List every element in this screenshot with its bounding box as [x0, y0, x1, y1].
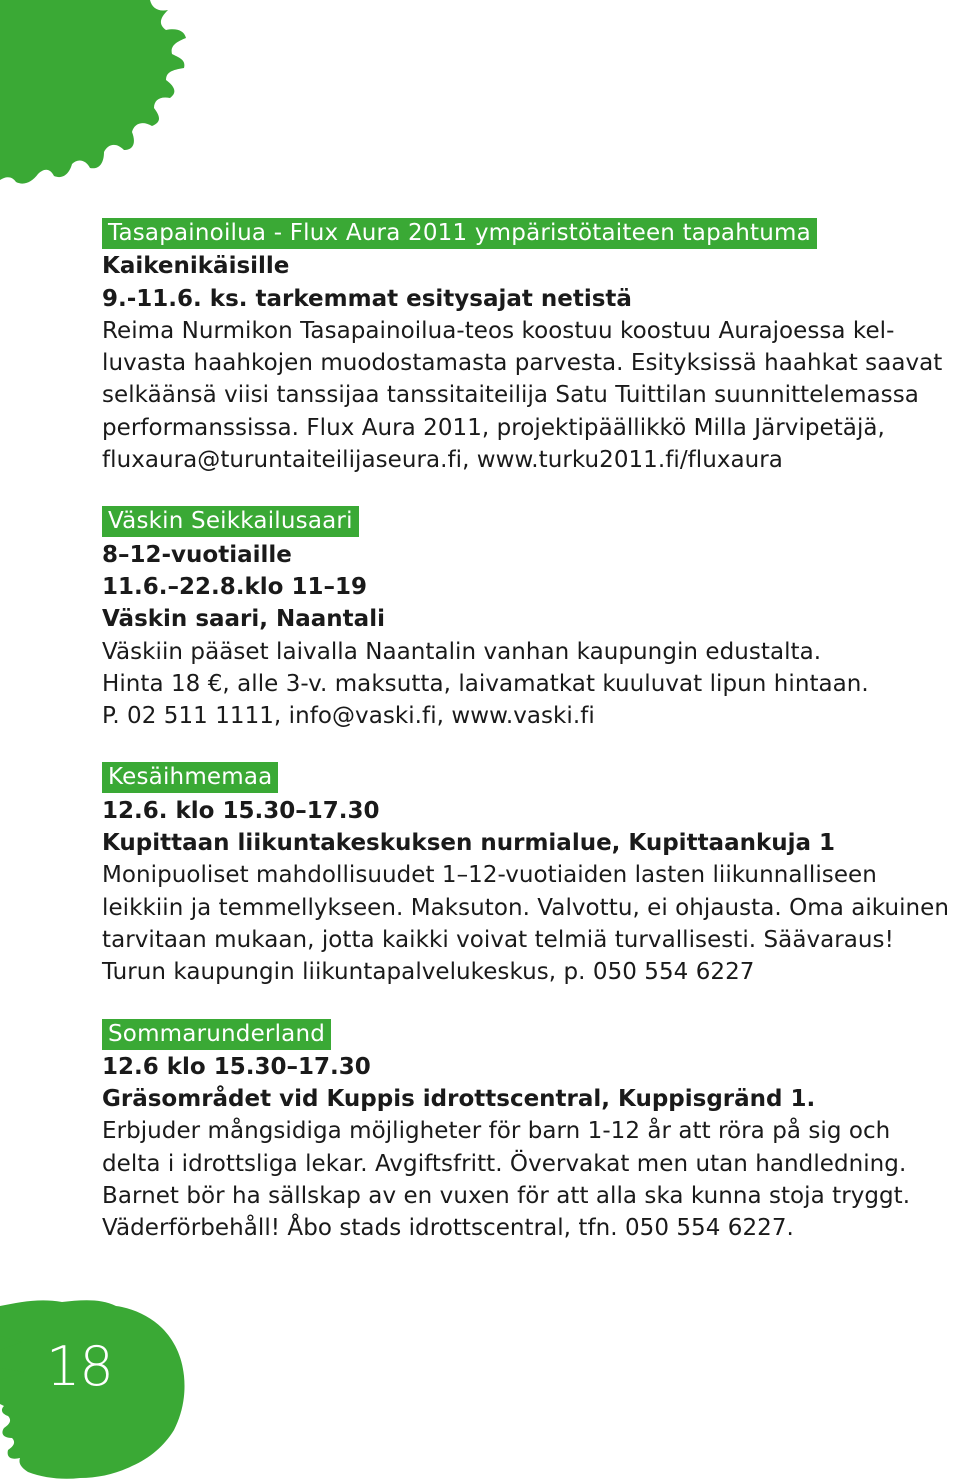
event-title: Sommarunderland: [102, 1019, 331, 1050]
description-line: luvasta haahkojen muodostamasta parvesta. Esityksissä haahkat saavat: [102, 350, 943, 377]
event-description: [102, 636, 952, 733]
event-location: Kupittaan liikuntakeskuksen nurmialue, Kupittaankuja 1: [102, 830, 836, 857]
event-location: Väskin saari, Naantali: [102, 606, 385, 633]
event-flux-aura: [102, 218, 952, 476]
page-number: 18: [46, 1335, 113, 1398]
event-location: Gräsområdet vid Kuppis idrottscentral, Kuppisgränd 1.: [102, 1086, 816, 1113]
event-description: [102, 315, 952, 476]
description-line: tarvitaan mukaan, jotta kaikki voivat telmiä turvallisesti. Säävaraus!: [102, 926, 894, 953]
event-date: 11.6.–22.8.klo 11–19: [102, 573, 367, 600]
description-line: performanssissa. Flux Aura 2011, projektipäällikkö Milla Järvipetäjä,: [102, 414, 885, 441]
event-date: 9.-11.6. ks. tarkemmat esitysajat netistä: [102, 285, 632, 312]
event-title: Väskin Seikkailusaari: [102, 506, 359, 537]
description-line: Erbjuder mångsidiga möjligheter för barn 1-12 år att röra på sig och: [102, 1118, 891, 1145]
event-title-row: [102, 1019, 952, 1051]
event-sommarunderland: [102, 1019, 952, 1245]
description-line: Hinta 18 €, alle 3-v. maksutta, laivamatkat kuuluvat lipun hintaan.: [102, 670, 869, 697]
description-line: P. 02 511 1111, info@vaski.fi, www.vaski.fi: [102, 703, 595, 730]
green-splash-top-decoration: [0, 0, 200, 200]
description-line: Monipuoliset mahdollisuudet 1–12-vuotiaiden lasten liikunnalliseen: [102, 862, 877, 889]
description-line: Barnet bör ha sällskap av en vuxen för att alla ska kunna stoja tryggt.: [102, 1183, 911, 1210]
event-title-row: [102, 762, 952, 794]
event-date: 12.6. klo 15.30–17.30: [102, 797, 380, 824]
event-audience: Kaikenikäisille: [102, 253, 290, 280]
description-line: fluxaura@turuntaiteilijaseura.fi, www.turku2011.fi/fluxaura: [102, 447, 783, 474]
description-line: Reima Nurmikon Tasapainoilua-teos koostuu koostuu Aurajoessa kel-: [102, 317, 895, 344]
description-line: Väderförbehåll! Åbo stads idrottscentral, tfn. 050 554 6227.: [102, 1215, 794, 1242]
description-line: selkäänsä viisi tanssijaa tanssitaiteilija Satu Tuittilan suunnittelemassa: [102, 382, 919, 409]
event-title: Kesäihmemaa: [102, 762, 278, 793]
event-audience: 8–12-vuotiaille: [102, 541, 292, 568]
description-line: Turun kaupungin liikuntapalvelukeskus, p. 050 554 6227: [102, 959, 755, 986]
description-line: delta i idrottsliga lekar. Avgiftsfritt. Övervakat men utan handledning.: [102, 1150, 907, 1177]
event-description: [102, 859, 952, 988]
event-date: 12.6 klo 15.30–17.30: [102, 1053, 371, 1080]
event-listing: [102, 218, 952, 1245]
event-kesaihmemaa: [102, 762, 952, 988]
event-description: [102, 1115, 952, 1244]
event-title-row: [102, 506, 952, 538]
description-line: leikkiin ja temmellykseen. Maksuton. Valvottu, ei ohjausta. Oma aikuinen: [102, 894, 949, 921]
event-title: Tasapainoilua - Flux Aura 2011 ympäristötaiteen tapahtuma: [102, 218, 817, 249]
event-title-row: [102, 218, 952, 250]
event-vaskin-seikkailusaari: [102, 506, 952, 732]
description-line: Väskiin pääset laivalla Naantalin vanhan kaupungin edustalta.: [102, 638, 822, 665]
